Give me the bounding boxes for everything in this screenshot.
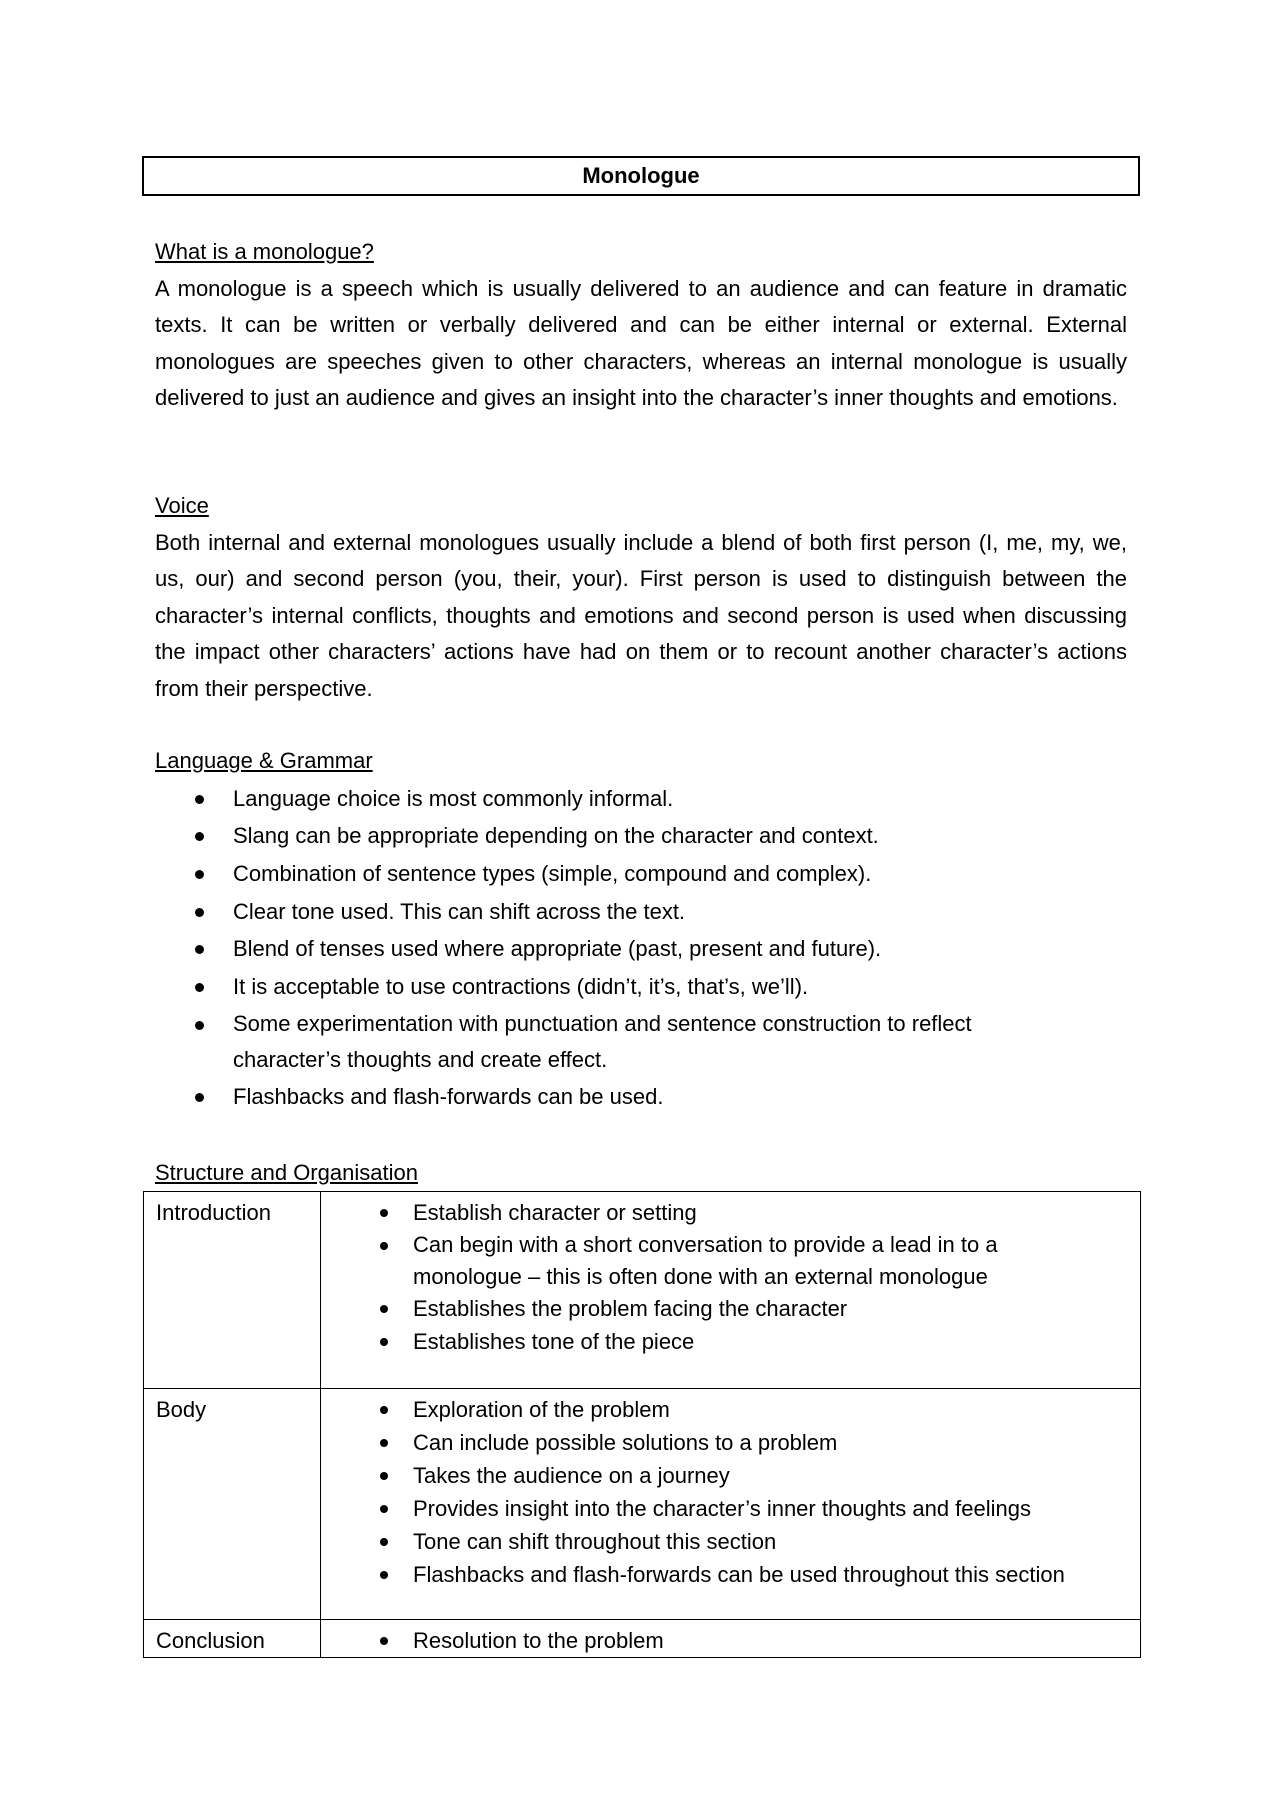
structure-table <box>143 1191 1141 1658</box>
section-what-is-monologue <box>155 234 1127 417</box>
section-paragraph: A monologue is a speech which is usually delivered to an audience and can feature in dramatic texts. It can be written or verbally delivered and can be either internal or external. External monologues are speeches given to other characters, whereas an internal monologue is usually delivered to just an audience and gives an insight into the character’s inner thoughts and emotions. <box>155 275 1127 410</box>
bullet-icon <box>380 1538 388 1546</box>
row-label: Body <box>144 1389 321 1620</box>
bullet-icon <box>380 1505 388 1513</box>
section-heading: Language & Grammar <box>155 748 373 773</box>
row-label: Introduction <box>144 1192 321 1389</box>
bullet-icon <box>195 832 204 841</box>
row-label: Conclusion <box>144 1620 321 1658</box>
list-item: Establish character or setting <box>321 1196 1132 1229</box>
section-heading: Structure and Organisation <box>155 1160 418 1185</box>
list-item: Blend of tenses used where appropriate (past, present and future). <box>155 930 1127 968</box>
row-items <box>321 1192 1141 1389</box>
bullet-icon <box>380 1338 388 1346</box>
bullet-icon <box>380 1472 388 1480</box>
table-row <box>144 1620 1141 1658</box>
list-item: Establishes tone of the piece <box>321 1325 1132 1358</box>
table-row <box>144 1389 1141 1620</box>
bullet-icon <box>195 908 204 917</box>
bullet-icon <box>195 795 204 804</box>
section-structure-heading <box>155 1155 1127 1192</box>
list-item: Language choice is most commonly informal. <box>155 780 1127 818</box>
list-item: Flashbacks and flash-forwards can be used throughout this section <box>321 1558 1132 1591</box>
list-item: Slang can be appropriate depending on the character and context. <box>155 817 1127 855</box>
bullet-icon <box>195 1093 204 1102</box>
list-item: Tone can shift throughout this section <box>321 1525 1132 1558</box>
list-item: Exploration of the problem <box>321 1393 1132 1426</box>
bullet-icon <box>380 1439 388 1447</box>
bullet-icon <box>380 1571 388 1579</box>
bullet-icon <box>195 1021 204 1030</box>
bullet-icon <box>380 1305 388 1313</box>
bullet-icon <box>195 945 204 954</box>
section-voice <box>155 488 1127 707</box>
list-item: Flashbacks and flash-forwards can be used. <box>155 1078 1127 1116</box>
page-title: Monologue <box>142 156 1140 196</box>
bullet-icon <box>195 983 204 992</box>
list-item: Some experimentation with punctuation and sentence construction to reflect character’s thoughts and create effect. <box>155 1006 1127 1078</box>
bullet-icon <box>380 1406 388 1414</box>
section-heading: Voice <box>155 493 209 518</box>
table-row <box>144 1192 1141 1389</box>
bullet-icon <box>380 1637 388 1645</box>
row-items <box>321 1620 1141 1658</box>
section-language-grammar <box>155 743 1127 1115</box>
row-items <box>321 1389 1141 1620</box>
list-item: Clear tone used. This can shift across the text. <box>155 893 1127 931</box>
list-item: Resolution to the problem <box>321 1624 1132 1657</box>
list-item: Takes the audience on a journey <box>321 1459 1132 1492</box>
bullet-icon <box>380 1209 388 1217</box>
bullet-icon <box>195 870 204 879</box>
section-paragraph: Both internal and external monologues usually include a blend of both first person (I, me, my, we, us, our) and second person (you, their, your). First person is used to distinguish between the character’s internal conflicts, thoughts and emotions and second person is used when discussing the impact other characters’ actions have had on them or to recount another character’s actions from their perspective. <box>155 529 1127 701</box>
bullet-icon <box>380 1242 388 1250</box>
list-item: Combination of sentence types (simple, compound and complex). <box>155 855 1127 893</box>
list-item: Provides insight into the character’s inner thoughts and feelings <box>321 1492 1132 1525</box>
list-item: Can include possible solutions to a problem <box>321 1426 1132 1459</box>
list-item: It is acceptable to use contractions (didn’t, it’s, that’s, we’ll). <box>155 968 1127 1006</box>
section-heading: What is a monologue? <box>155 239 374 264</box>
list-item: Can begin with a short conversation to provide a lead in to a monologue – this is often done with an external monologue <box>321 1229 1132 1292</box>
language-bullet-list <box>155 780 1127 1116</box>
list-item: Establishes the problem facing the character <box>321 1292 1132 1325</box>
